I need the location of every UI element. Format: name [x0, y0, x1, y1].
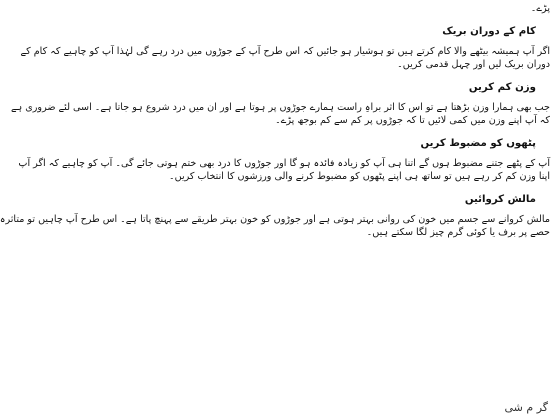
paragraph-line: کہ آپ اپنے وزن میں کمی لائیں تا کہ جوڑوں پر کم سے کم بوجھ پڑے۔: [275, 115, 550, 126]
continued-text: پڑے۔: [530, 3, 550, 14]
paragraph-line: اگر آپ ہمیشہ بیٹھے والا کام کرتے ہیں تو ہوشیار ہو جائیں کہ اس طرح آپ کے جوڑوں میں درد رہے گی لہٰذا آپ کو چاہیے کہ کام کے: [20, 46, 550, 57]
cut-off-heading: گر م شی: [504, 401, 548, 414]
paragraph-line: مالش کروانے سے جسم میں خون کی روانی بہتر ہوتی ہے اور جوڑوں کو خون بہتر طریقے سے پہنچ پاتا ہے۔ اس طرح آپ چاہیں تو متاثرہ: [0, 214, 550, 225]
paragraph-line: آپ کے پٹھے جتنے مضبوط ہوں گے اتنا ہی آپ کو زیادہ فائدہ ہو گا اور جوڑوں کا درد بھی ختم ہوتی جائے گی۔ آپ کو چاہیے کہ اگر آپ: [18, 158, 550, 169]
paragraph-line: اپنا وزن کم کر رہے ہیں تو ساتھ ہی اپنے پٹھوں کو مضبوط کرنے والی ورزشوں کا انتخاب کریں۔: [169, 171, 550, 182]
paragraph-line: حصے پر برف یا کوئی گرم چیز لگا سکتے ہیں۔: [366, 227, 550, 238]
paragraph-line: جب بھی ہمارا وزن بڑھتا ہے تو اس کا اثر براہِ راست ہمارے جوڑوں پر ہوتا ہے اور ان میں درد شروع ہو جاتا ہے۔ اسی لئے ضروری ہے: [11, 102, 550, 113]
section-heading-work-break: کام کے دوران بریک: [442, 26, 536, 37]
section-heading-massage: مالش کروائیں: [464, 194, 536, 205]
paragraph-line: دوران بریک لیں اور چہل قدمی کریں۔: [397, 59, 550, 70]
section-heading-reduce-weight: وزن کم کریں: [468, 82, 536, 93]
section-heading-strengthen-muscles: پٹھوں کو مضبوط کریں: [420, 138, 536, 149]
